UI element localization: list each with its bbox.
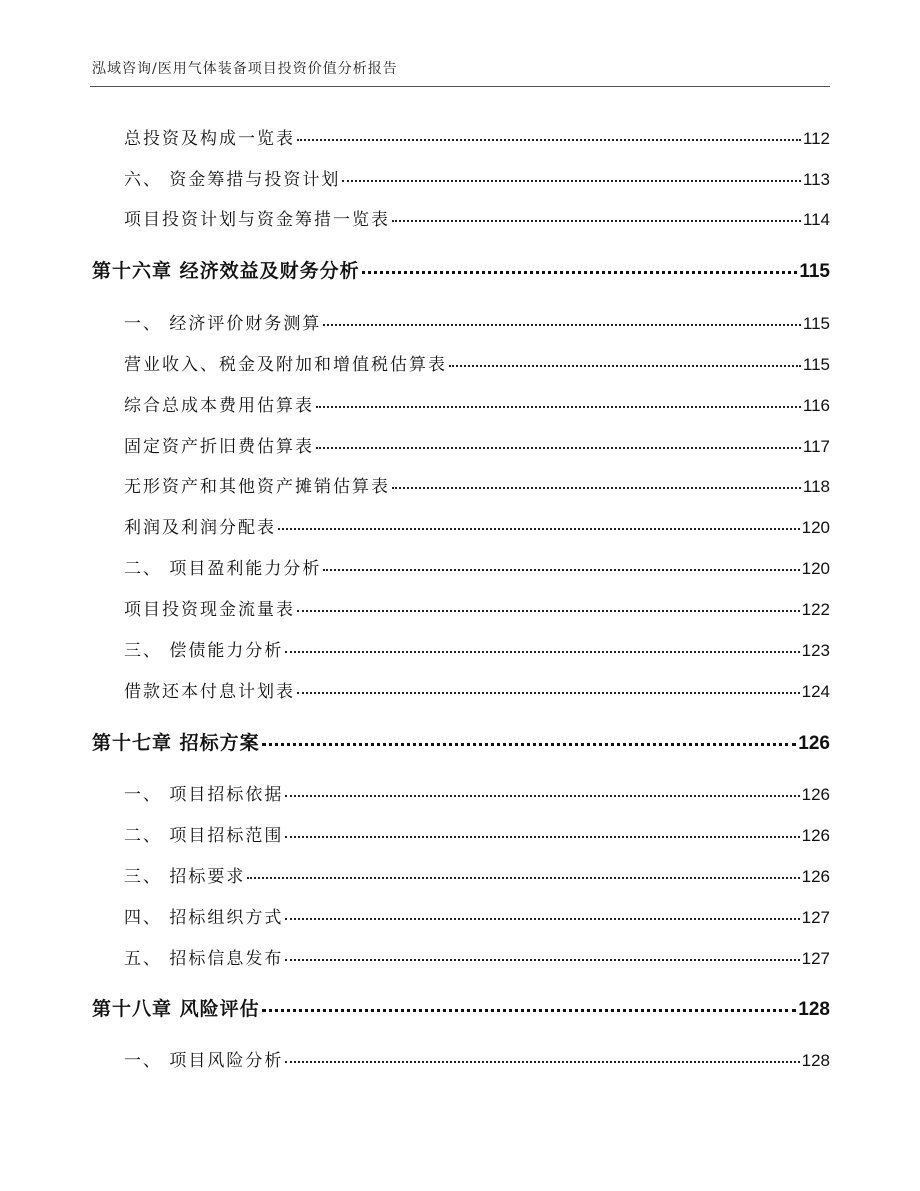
dot-leader	[285, 651, 799, 653]
toc-entry-title: 三、 招标要求	[124, 867, 246, 887]
toc-entry-page: 115	[802, 314, 830, 333]
toc-entry-page: 112	[802, 129, 830, 148]
dot-leader	[449, 365, 801, 367]
toc-entry-title: 营业收入、税金及附加和增值税估算表	[124, 355, 447, 375]
toc-entry[interactable]	[124, 1046, 830, 1071]
dot-leader	[297, 692, 800, 694]
toc-entry[interactable]	[124, 554, 830, 579]
dot-leader	[297, 139, 801, 141]
toc-entry[interactable]	[124, 636, 830, 661]
toc-entry-page: 126	[801, 826, 830, 845]
toc-chapter[interactable]	[92, 256, 830, 283]
toc-chapter-page: 128	[798, 999, 830, 1020]
toc-entry-title: 三、 偿债能力分析	[124, 641, 284, 661]
toc-entry[interactable]	[124, 350, 830, 375]
running-header: 泓域咨询/医用气体装备项目投资价值分析报告	[92, 61, 398, 77]
toc-chapter-title: 第十七章 招标方案	[92, 732, 260, 754]
toc-entry[interactable]	[124, 432, 830, 457]
toc-entry[interactable]	[124, 677, 830, 702]
dot-leader	[285, 959, 799, 961]
toc-entry-page: 114	[802, 210, 830, 229]
dot-leader	[285, 836, 799, 838]
toc-entry-title: 二、 项目招标范围	[124, 826, 284, 846]
toc-entry[interactable]	[124, 944, 830, 969]
toc-entry-title: 项目投资计划与资金筹措一览表	[124, 210, 390, 230]
toc-entry[interactable]	[124, 472, 830, 497]
toc-entry-page: 115	[802, 355, 830, 374]
toc-chapter-title: 第十八章 风险评估	[92, 998, 260, 1020]
dot-leader	[323, 324, 800, 326]
toc-chapter[interactable]	[92, 994, 830, 1021]
toc-entry-page: 128	[801, 1051, 830, 1070]
toc-entry-page: 124	[801, 682, 830, 701]
dot-leader	[323, 569, 799, 571]
toc-entry-page: 118	[802, 477, 830, 496]
toc-entry-page: 120	[801, 518, 830, 537]
toc-entry-title: 无形资产和其他资产摊销估算表	[124, 477, 390, 497]
toc-entry[interactable]	[124, 165, 830, 190]
toc-entry-page: 116	[802, 396, 830, 415]
toc-entry[interactable]	[124, 780, 830, 805]
toc-chapter-page: 115	[799, 261, 830, 282]
toc-chapter[interactable]	[92, 728, 830, 755]
toc-entry-page: 127	[801, 949, 830, 968]
toc-entry-title: 项目投资现金流量表	[124, 600, 295, 620]
dot-leader	[285, 795, 799, 797]
toc-entry[interactable]	[124, 205, 830, 230]
dot-leader	[297, 610, 800, 612]
toc-entry-title: 五、 招标信息发布	[124, 949, 284, 969]
dot-leader	[262, 743, 797, 746]
toc-entry-page: 126	[801, 867, 830, 886]
toc-entry-title: 一、 经济评价财务测算	[124, 314, 322, 334]
toc-entry-page: 122	[801, 600, 830, 619]
toc-entry-title: 二、 项目盈利能力分析	[124, 559, 322, 579]
toc-entry-page: 123	[801, 641, 830, 660]
toc-entry[interactable]	[124, 391, 830, 416]
toc-entry-title: 一、 项目风险分析	[124, 1051, 284, 1071]
toc-entry[interactable]	[124, 124, 830, 149]
dot-leader	[262, 1009, 797, 1012]
toc-entry[interactable]	[124, 903, 830, 928]
toc-entry[interactable]	[124, 595, 830, 620]
toc-entry-title: 四、 招标组织方式	[124, 908, 284, 928]
toc-entry[interactable]	[124, 513, 830, 538]
toc-entry-page: 113	[802, 170, 830, 189]
dot-leader	[316, 447, 801, 449]
toc-chapter-title: 第十六章 经济效益及财务分析	[92, 260, 360, 282]
toc-entry-title: 总投资及构成一览表	[124, 129, 295, 149]
toc-entry[interactable]	[124, 309, 830, 334]
dot-leader	[362, 271, 798, 274]
toc-entry-title: 利润及利润分配表	[124, 518, 276, 538]
toc-entry-title: 固定资产折旧费估算表	[124, 437, 314, 457]
toc-entry[interactable]	[124, 821, 830, 846]
toc-entry-page: 120	[801, 559, 830, 578]
toc-entry-title: 综合总成本费用估算表	[124, 396, 314, 416]
toc-entry[interactable]	[124, 862, 830, 887]
dot-leader	[285, 918, 799, 920]
toc-chapter-page: 126	[798, 733, 830, 754]
toc-entry-page: 126	[801, 785, 830, 804]
dot-leader	[392, 487, 801, 489]
toc-entry-title: 借款还本付息计划表	[124, 682, 295, 702]
toc-entry-page: 117	[802, 437, 830, 456]
toc-entry-title: 六、 资金筹措与投资计划	[124, 170, 341, 190]
dot-leader	[316, 406, 801, 408]
dot-leader	[278, 528, 800, 530]
dot-leader	[247, 877, 799, 879]
toc-entry-page: 127	[801, 908, 830, 927]
dot-leader	[342, 180, 800, 182]
dot-leader	[392, 220, 801, 222]
dot-leader	[285, 1061, 799, 1063]
toc-entry-title: 一、 项目招标依据	[124, 785, 284, 805]
